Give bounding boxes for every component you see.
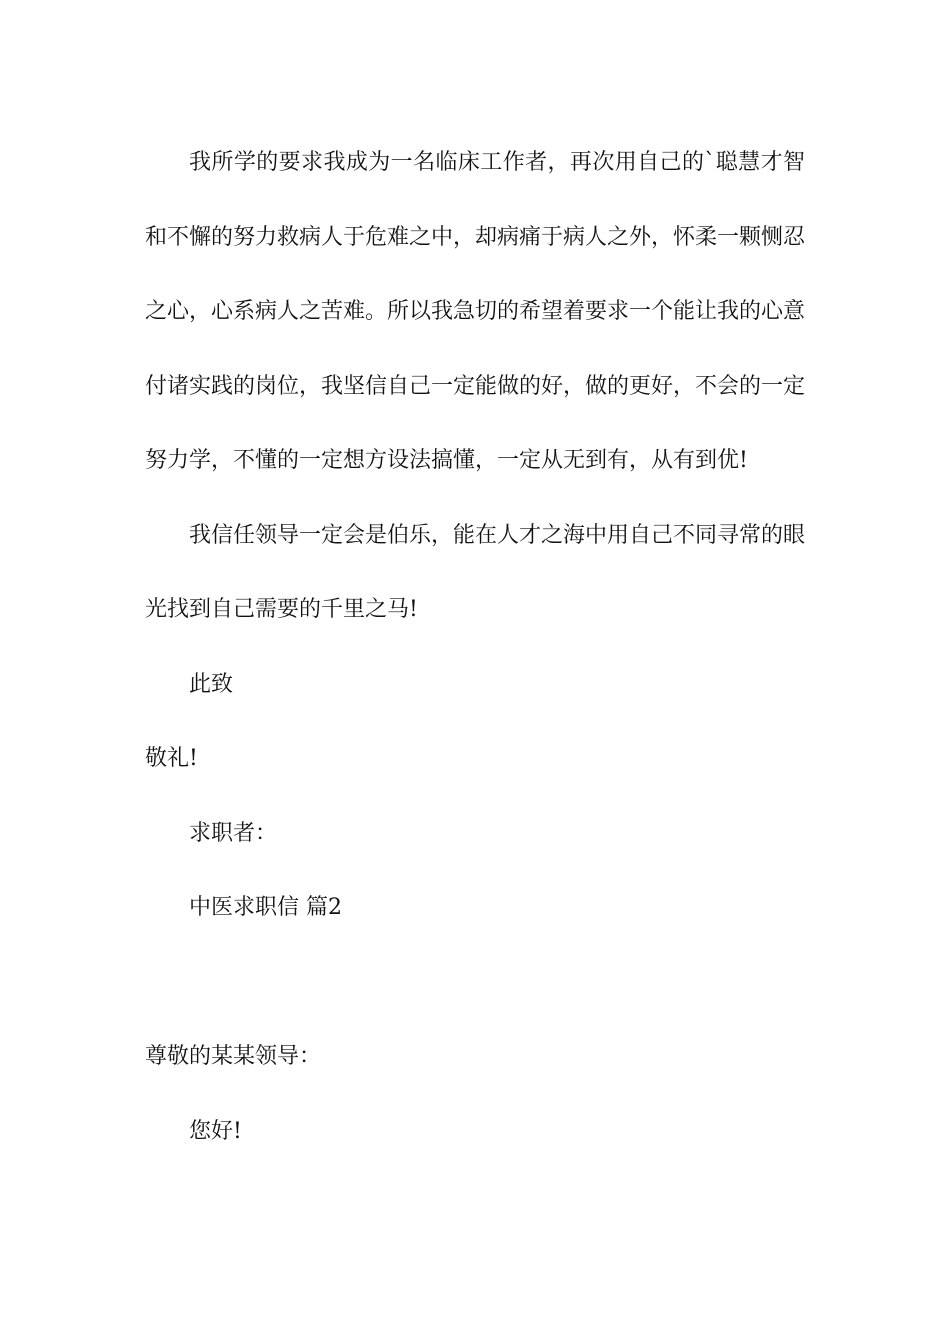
salutation-line: 尊敬的某某领导： xyxy=(145,1044,322,1069)
document-body xyxy=(145,126,805,1169)
closing-line-2: 敬礼! xyxy=(145,746,198,771)
closing-line-1: 此致 xyxy=(189,671,234,697)
greeting-line: 您好! xyxy=(189,1118,242,1144)
section-title: 中医求职信 篇2 xyxy=(189,895,342,920)
body-paragraph-2: 我信任领导一定会是伯乐，能在人才之海中用自己不同寻常的眼光找到自己需要的千里之马! xyxy=(145,522,806,622)
blank-gap xyxy=(145,946,805,1021)
signature-line: 求职者： xyxy=(189,820,278,846)
body-paragraph-1: 我所学的要求我成为一名临床工作者，再次用自己的`聪慧才智和不懈的努力救病人于危难之中，却病痛于病人之外，怀柔一颗恻忍之心，心系病人之苦难。所以我急切的希望着要求一个能让我的心意付诸实践的岗位，我坚信自己一定能做的好，做的更好，不会的一定努力学，不懂的一定想方设法搞懂，一定从无到有，从有到优! xyxy=(145,150,806,473)
